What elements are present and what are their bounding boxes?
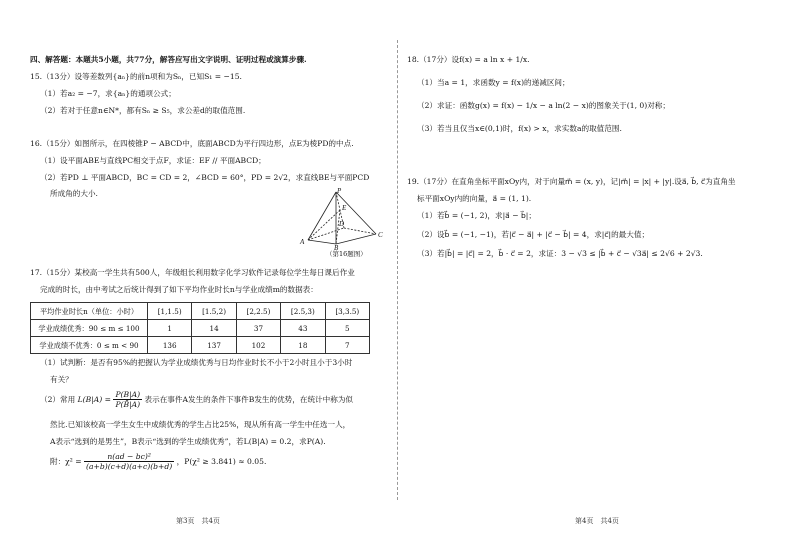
q15-part1: （1）若a₂ = −7，求{aₙ}的通项公式； (40, 89, 176, 98)
table-cell: 102 (236, 337, 280, 354)
likelihood-ratio-fraction (113, 390, 142, 410)
label-c: C (378, 231, 383, 239)
fraction-denominator: P(B̄|A) (115, 400, 141, 410)
table-header-cell: [1.5,2) (192, 303, 236, 320)
q16-part2-cont: 所成角的大小. (50, 189, 98, 198)
edge-ad (308, 228, 344, 240)
q17-stem-cont: 完成的时长，由中考试之后统计得到了如下平均作业时长n与学业成绩m的数据表： (40, 285, 318, 294)
q16-part2: （2）若PD ⊥ 平面ABCD，BC = CD = 2，∠BCD = 60°，PD = 2√2，求直线BE与平面PCD (40, 173, 370, 182)
table-row (31, 320, 370, 337)
homework-table (30, 302, 370, 354)
q17-part2 (40, 390, 353, 410)
q17-part2-cont: 然比.已知该校高一学生女生中成绩优秀的学生占比25%，现从所有高一学生中任选一人， (50, 420, 351, 429)
q17-part2-cont2: A表示“选到的是男生”，B表示“选到的学生成绩优秀”，若L(B|A) = 0.2，求P(A). (50, 437, 326, 446)
q16-part1: （1）设平面ABE与直线PC相交于点F，求证：EF // 平面ABCD； (40, 156, 266, 165)
pyramid-figure (298, 188, 388, 250)
q17-part1: （1）试判断：是否有95%的把握认为学业成绩优秀与日均作业时长不小于2小时且小于3小时 (40, 358, 353, 367)
q16-stem: 16.（15分）如图所示，在四棱锥P − ABCD中，底面ABCD为平行四边形，点E为棱PD的中点. (30, 139, 354, 148)
table-cell: 7 (325, 337, 369, 354)
q15-stem: 15.（13分）设等差数列{aₙ}的前n项和为Sₙ，已知S₁ = −15. (30, 72, 242, 81)
edge-ab (308, 240, 336, 244)
q18-part3: （3）若当且仅当x∈(0,1)时，f(x) > x，求实数a的取值范围. (417, 124, 622, 133)
q19-part3: （3）若|b⃗| = |c⃗| = 2，b⃗ · c⃗ = 2，求证：3 − √3 ≤ |b⃗ + c⃗ − √3a⃗| ≤ 2√6 + 2√3. (417, 249, 703, 258)
fraction-numerator: n(ad − bc)² (84, 452, 174, 462)
page-4 (397, 0, 794, 558)
q15-part2: （2）若对于任意n∈N*，都有Sₙ ≥ S₅，求公差d的取值范围. (40, 106, 246, 115)
table-header-cell: [3,3.5) (325, 303, 369, 320)
chi-square-fraction (84, 452, 174, 472)
table-cell: 43 (281, 320, 325, 337)
q17-stem: 17.（15分）某校高一学生共有500人，年级组长利用数字化学习软件记录每位学生每日课后作业 (30, 268, 355, 277)
figure-caption: （第16题图） (326, 250, 367, 258)
fraction-denominator: (a+b)(c+d)(a+c)(b+d) (86, 462, 173, 472)
q17-part2-prefix: （2）常用 (40, 394, 76, 404)
fraction-numerator: P(B|A) (115, 390, 141, 399)
table-row (31, 337, 370, 354)
edge-pa (308, 192, 336, 240)
table-cell: 5 (325, 320, 369, 337)
segment-ea (308, 210, 340, 240)
table-cell: 37 (236, 320, 280, 337)
table-header-cell: [2.5,3) (281, 303, 325, 320)
appendix-prefix: 附：χ² = (50, 456, 82, 466)
q18-part1: （1）当a = 1，求函数y = f(x)的递减区间； (417, 78, 570, 87)
table-cell: 1 (148, 320, 192, 337)
q17-appendix (50, 452, 266, 472)
q19-stem-cont: 标平面xOy内的向量，a⃗ = (1, 1). (417, 194, 532, 203)
table-cell: 18 (281, 337, 325, 354)
appendix-tail: ，P(χ² ≥ 3.841) ≈ 0.05. (176, 456, 267, 466)
label-b: B (334, 244, 339, 250)
table-cell: 学业成绩优秀：90 ≤ m ≤ 100 (31, 320, 148, 337)
q17-formula-lhs: L(B|A) = (77, 394, 112, 404)
q19-part2: （2）设b⃗ = (−1, −1)，若|c⃗ − a⃗| + |c⃗ − b⃗| = 4，求|c⃗|的最大值； (417, 230, 650, 239)
table-header-row (31, 303, 370, 320)
table-header-cell: [1,1.5) (148, 303, 192, 320)
table-cell: 136 (148, 337, 192, 354)
section-header: 四、解答题：本题共5小题，共77分，解答应写出文字说明、证明过程或演算步骤. (30, 55, 307, 64)
q18-stem: 18.（17分）设f(x) = a ln x + 1/x. (407, 55, 530, 64)
label-d: D (339, 220, 345, 228)
q19-part1: （1）若b⃗ = (−1, 2)，求|a⃗ − b⃗|； (417, 211, 536, 220)
label-a: A (300, 238, 305, 246)
q19-stem: 19.（17分）在直角坐标平面xOy内，对于向量m⃗ = (x, y)，记|m⃗| = |x| + |y|.设a⃗, b⃗, c⃗为直角坐 (407, 177, 736, 186)
page-footer: 第4页 共4页 (575, 517, 619, 525)
table-header-cell: 平均作业时长n（单位：小时） (31, 303, 148, 320)
label-p: P (337, 188, 342, 195)
table-cell: 14 (192, 320, 236, 337)
page-footer: 第3页 共4页 (176, 517, 220, 525)
table-cell: 学业成绩不优秀：0 ≤ m < 90 (31, 337, 148, 354)
table-cell: 137 (192, 337, 236, 354)
q17-part1-cont: 有关？ (50, 375, 73, 384)
q18-part2: （2）求证：函数g(x) = f(x) − 1/x − a ln(2 − x)的图象关于(1, 0)对称； (417, 101, 670, 110)
table-header-cell: [2,2.5) (236, 303, 280, 320)
q17-part2-rest: 表示在事件A发生的条件下事件B发生的优势，在统计中称为似 (144, 394, 354, 404)
edge-bc (336, 234, 376, 244)
label-e: E (342, 204, 347, 212)
